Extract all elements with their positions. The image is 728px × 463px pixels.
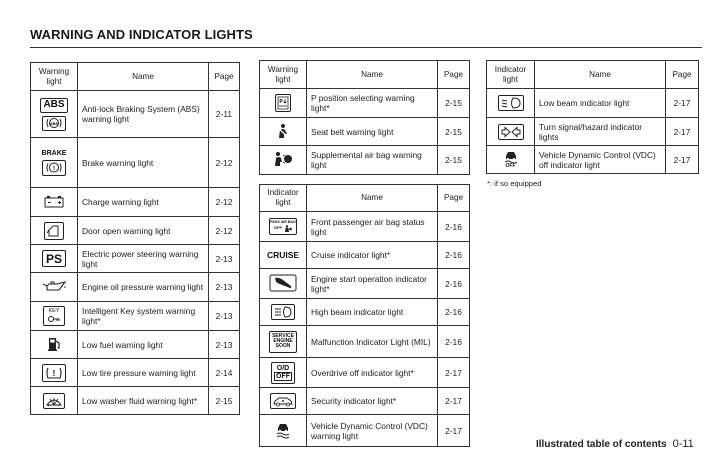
header-name-col: Name xyxy=(307,61,438,89)
engine-text: ENGINE xyxy=(273,338,293,344)
service-text: SERVICE xyxy=(272,333,294,339)
row-page: 2-16 xyxy=(438,269,470,299)
row-name: Intelligent Key system warning light* xyxy=(78,302,209,331)
svg-text:P: P xyxy=(279,99,283,105)
passenger-air-bag-icon-text: PASS AIR BAG xyxy=(270,220,296,225)
row-page: 2-15 xyxy=(438,89,470,118)
table-row xyxy=(260,242,470,269)
row-name: Brake warning light xyxy=(78,138,209,188)
warning-lights-table-2 xyxy=(259,60,470,175)
vdc-off-icon xyxy=(503,150,519,169)
row-name: Vehicle Dynamic Control (VDC) off indicator light xyxy=(535,146,666,174)
row-page: 2-12 xyxy=(209,138,240,188)
table-row xyxy=(260,326,470,358)
od-text: O/D xyxy=(276,364,290,372)
table-header-row xyxy=(487,61,699,89)
abs-circle-icon xyxy=(42,116,66,131)
row-page: 2-17 xyxy=(438,415,470,447)
row-name: Overdrive off indicator light* xyxy=(307,358,438,388)
high-beam-icon xyxy=(271,304,295,320)
brake-circle-icon xyxy=(42,160,66,176)
table-row xyxy=(487,89,699,118)
footer-section-title: Illustrated table of contents xyxy=(536,439,667,450)
table-row xyxy=(31,331,240,359)
row-name: Supplemental air bag warning light xyxy=(307,146,438,175)
row-name: Cruise indicator light* xyxy=(307,242,438,269)
row-page: 2-15 xyxy=(209,387,240,415)
row-page: 2-12 xyxy=(209,188,240,217)
table-header-row xyxy=(260,185,470,212)
intelligent-key-icon xyxy=(43,306,65,326)
vdc-icon xyxy=(274,421,292,441)
page-footer xyxy=(536,438,694,450)
row-name: Engine oil pressure warning light xyxy=(78,273,209,302)
indicator-lights-table-1 xyxy=(259,184,470,447)
power-steering-icon: PS xyxy=(42,250,66,267)
title-rule xyxy=(30,47,702,48)
turn-signal-icon xyxy=(498,124,524,140)
header-page-col: Page xyxy=(666,61,699,89)
service-engine-soon-icon xyxy=(269,331,297,353)
header-icon-col: Indicator light xyxy=(487,61,535,89)
row-page: 2-16 xyxy=(438,299,470,326)
svg-text:!: ! xyxy=(52,368,56,378)
page-title: WARNING AND INDICATOR LIGHTS xyxy=(30,27,253,42)
row-name: Seat belt warning light xyxy=(307,118,438,146)
row-name: Turn signal/hazard indicator lights xyxy=(535,118,666,146)
cruise-icon: CRUISE xyxy=(266,250,300,260)
table-row xyxy=(260,212,470,242)
table-row xyxy=(31,245,240,273)
header-name-col: Name xyxy=(535,61,666,89)
oil-can-icon xyxy=(41,279,67,295)
tire-pressure-icon xyxy=(42,364,66,382)
header-page-col: Page xyxy=(438,185,470,212)
table-row xyxy=(260,146,470,175)
row-name: Anti-lock Braking System (ABS) warning light xyxy=(78,91,209,138)
table-header-row xyxy=(31,63,240,91)
row-name: P position selecting warning light* xyxy=(307,89,438,118)
header-icon-col: Warning light xyxy=(260,61,307,89)
svg-text:!: ! xyxy=(53,165,55,172)
table-row xyxy=(31,387,240,415)
table-row xyxy=(31,91,240,138)
table-row xyxy=(260,415,470,447)
brake-warning-icon: BRAKE xyxy=(41,149,67,157)
row-page: 2-17 xyxy=(438,358,470,388)
row-name: Low fuel warning light xyxy=(78,331,209,359)
passenger-air-bag-off-text: OFF xyxy=(274,225,282,231)
header-name-col: Name xyxy=(78,63,209,91)
row-page: 2-17 xyxy=(666,146,699,174)
table-row xyxy=(31,217,240,245)
header-icon-col: Warning light xyxy=(31,63,78,91)
row-name: Low tire pressure warning light xyxy=(78,359,209,387)
table-row xyxy=(260,299,470,326)
row-name: Door open warning light xyxy=(78,217,209,245)
air-bag-icon xyxy=(272,151,294,169)
battery-icon xyxy=(43,194,65,210)
table-row xyxy=(260,358,470,388)
row-page: 2-15 xyxy=(438,118,470,146)
low-beam-icon xyxy=(498,95,524,111)
row-page: 2-13 xyxy=(209,245,240,273)
od-off-icon xyxy=(271,362,295,384)
row-name: Charge warning light xyxy=(78,188,209,217)
row-page: 2-17 xyxy=(438,388,470,415)
row-name: Low washer fluid warning light* xyxy=(78,387,209,415)
table-row xyxy=(31,188,240,217)
indicator-lights-table-2 xyxy=(486,60,699,174)
passenger-air-bag-off-icon xyxy=(269,218,297,235)
row-name: Electric power steering warning light xyxy=(78,245,209,273)
warning-lights-table-1 xyxy=(30,62,240,415)
seat-belt-icon xyxy=(275,123,291,141)
row-name: Vehicle Dynamic Control (VDC) warning light xyxy=(307,415,438,447)
table-row xyxy=(31,359,240,387)
row-name: Front passenger air bag status light xyxy=(307,212,438,242)
table-row xyxy=(31,302,240,331)
soon-text: SOON xyxy=(275,343,291,349)
header-name-col: Name xyxy=(307,185,438,212)
table-row xyxy=(31,273,240,302)
row-page: 2-13 xyxy=(209,273,240,302)
row-page: 2-12 xyxy=(209,217,240,245)
engine-start-icon xyxy=(269,274,297,294)
header-page-col: Page xyxy=(209,63,240,91)
row-name: Low beam indicator light xyxy=(535,89,666,118)
table-row xyxy=(260,269,470,299)
row-page: 2-13 xyxy=(209,302,240,331)
row-page: 2-17 xyxy=(666,89,699,118)
footnote: *: if so equipped xyxy=(487,179,542,188)
door-open-icon xyxy=(44,222,64,240)
row-page: 2-14 xyxy=(209,359,240,387)
row-page: 2-16 xyxy=(438,242,470,269)
row-name: Malfunction Indicator Light (MIL) xyxy=(307,326,438,358)
row-name: High beam indicator light xyxy=(307,299,438,326)
table-row xyxy=(260,89,470,118)
row-page: 2-16 xyxy=(438,326,470,358)
od-off-text: OFF xyxy=(276,372,290,380)
row-page: 2-11 xyxy=(209,91,240,138)
row-name: Engine start operation indicator light* xyxy=(307,269,438,299)
table-row xyxy=(487,146,699,174)
svg-text:ABS: ABS xyxy=(49,120,59,126)
abs-warning-icon: ABS xyxy=(40,98,68,113)
p-position-icon xyxy=(275,94,291,112)
washer-fluid-icon xyxy=(43,393,65,409)
header-icon-col: Indicator light xyxy=(260,185,307,212)
row-page: 2-13 xyxy=(209,331,240,359)
vdc-off-text: OFF xyxy=(505,163,516,169)
table-row xyxy=(260,388,470,415)
table-header-row xyxy=(260,61,470,89)
row-page: 2-16 xyxy=(438,212,470,242)
table-row xyxy=(260,118,470,146)
table-row xyxy=(31,138,240,188)
footer-page-number: 0-11 xyxy=(672,438,694,450)
intelligent-key-icon-text: KEY xyxy=(48,308,60,315)
row-page: 2-17 xyxy=(666,118,699,146)
row-name: Security indicator light* xyxy=(307,388,438,415)
table-row xyxy=(487,118,699,146)
header-page-col: Page xyxy=(438,61,470,89)
security-car-icon xyxy=(270,393,296,409)
fuel-pump-icon xyxy=(46,336,62,354)
row-page: 2-15 xyxy=(438,146,470,175)
